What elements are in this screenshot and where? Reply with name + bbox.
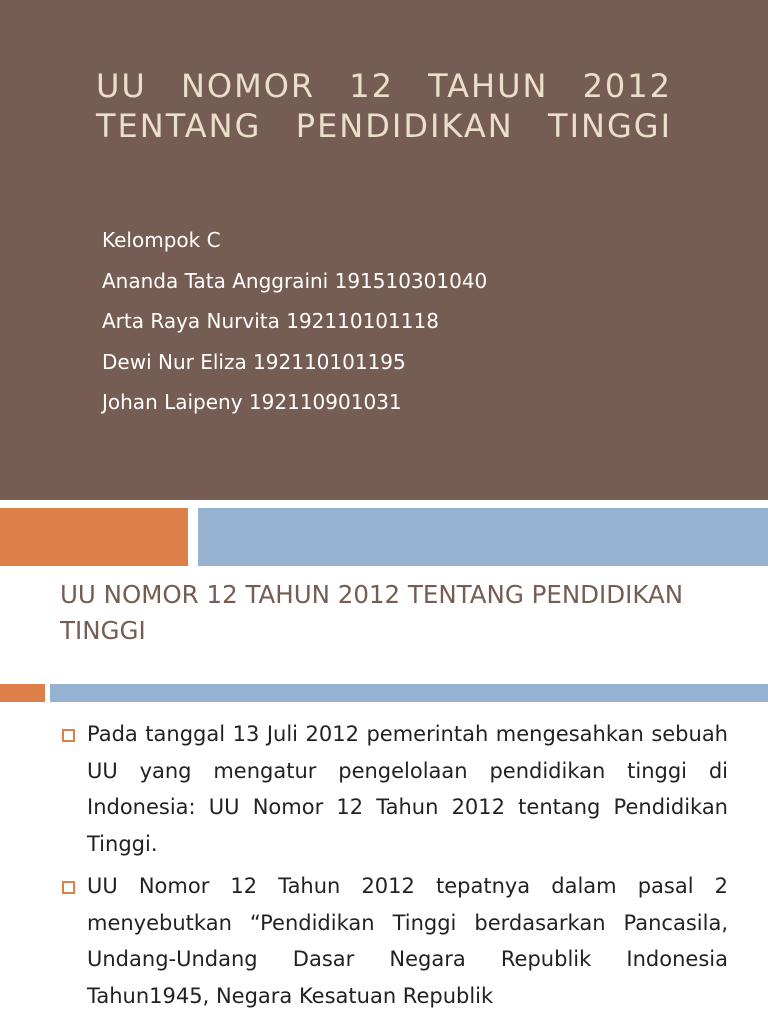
group-member-list [102,220,487,423]
decorative-blue-strip [50,684,768,702]
bullet-item [60,868,728,1014]
decorative-orange-bar [0,508,188,566]
member-name: Ananda Tata Anggraini 191510301040 [102,268,488,293]
member-name: Dewi Nur Eliza 192110101195 [102,349,406,374]
decorative-blue-bar [198,508,768,566]
member-name: Johan Laipeny 192110901031 [102,390,402,414]
content-bullet-list [60,716,728,1020]
member-name: Arta Raya Nurvita 192110101118 [102,309,439,333]
decorative-orange-strip [0,684,45,702]
title-slide [0,0,768,500]
title-slide-heading [96,66,672,146]
bullet-text: Pada tanggal 13 Juli 2012 pemerintah mengesahkan sebuah UU yang mengatur pengelolaan pendidikan tinggi di Indonesia: UU Nomor 12 Tahun 2012 tentang Pendidikan Tinggi. [87,722,728,856]
square-bullet-icon [62,729,75,742]
content-slide-title: UU NOMOR 12 TAHUN 2012 TENTANG PENDIDIKAN TINGGI [60,580,684,645]
group-label: Kelompok C [102,228,221,252]
bullet-text: UU Nomor 12 Tahun 2012 tepatnya dalam pasal 2 menyebutkan “Pendidikan Tinggi berdasarkan Pancasila, Undang-Undang Dasar Negara Republik Indonesia Tahun1945, Negara Kesatuan Republik [87,874,728,1008]
title-line-2: TENTANG PENDIDIKAN TINGGI [96,107,672,145]
bullet-item [60,716,728,862]
square-bullet-icon [62,881,75,894]
title-line-1: UU NOMOR 12 TAHUN 2012 [96,67,672,105]
